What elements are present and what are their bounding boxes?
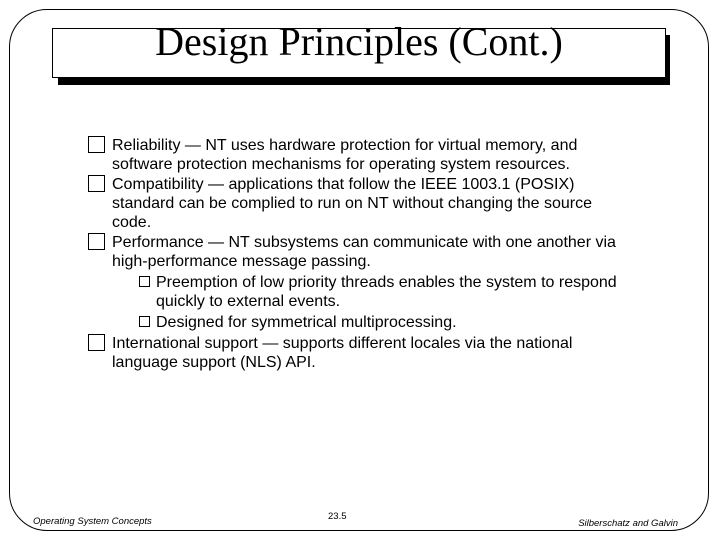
bullet-international xyxy=(88,334,628,372)
subbullet-multiprocessing xyxy=(139,313,628,332)
bullet-reliability xyxy=(88,136,628,174)
slide-title: Design Principles (Cont.) xyxy=(155,19,563,64)
small-square-bullet-icon xyxy=(139,276,150,287)
square-bullet-icon xyxy=(88,334,105,351)
bullet-text: Performance — NT subsystems can communicate with one another via high-performance message passing. xyxy=(112,234,616,270)
small-square-bullet-icon xyxy=(139,316,150,327)
subbullet-text: Preemption of low priority threads enables the system to respond quickly to external events. xyxy=(156,274,617,310)
footer-course: Operating System Concepts xyxy=(33,516,152,527)
subbullet-text: Designed for symmetrical multiprocessing. xyxy=(156,314,457,331)
subbullet-preemption xyxy=(139,273,628,311)
square-bullet-icon xyxy=(88,233,105,250)
bullet-performance xyxy=(88,233,628,271)
bullet-compatibility xyxy=(88,175,628,232)
square-bullet-icon xyxy=(88,136,105,153)
footer-authors: Silberschatz and Galvin xyxy=(578,518,678,529)
bullet-text: Reliability — NT uses hardware protection for virtual memory, and software protection mechanisms for operating system resources. xyxy=(112,137,578,173)
footer-page-number: 23.5 xyxy=(328,511,347,522)
bullet-text: Compatibility — applications that follow the IEEE 1003.1 (POSIX) standard can be complied to run on NT without changing the source code. xyxy=(112,176,592,231)
bullet-list xyxy=(88,136,628,373)
bullet-text: International support — supports different locales via the national language support (NLS) API. xyxy=(112,335,573,371)
square-bullet-icon xyxy=(88,175,105,192)
